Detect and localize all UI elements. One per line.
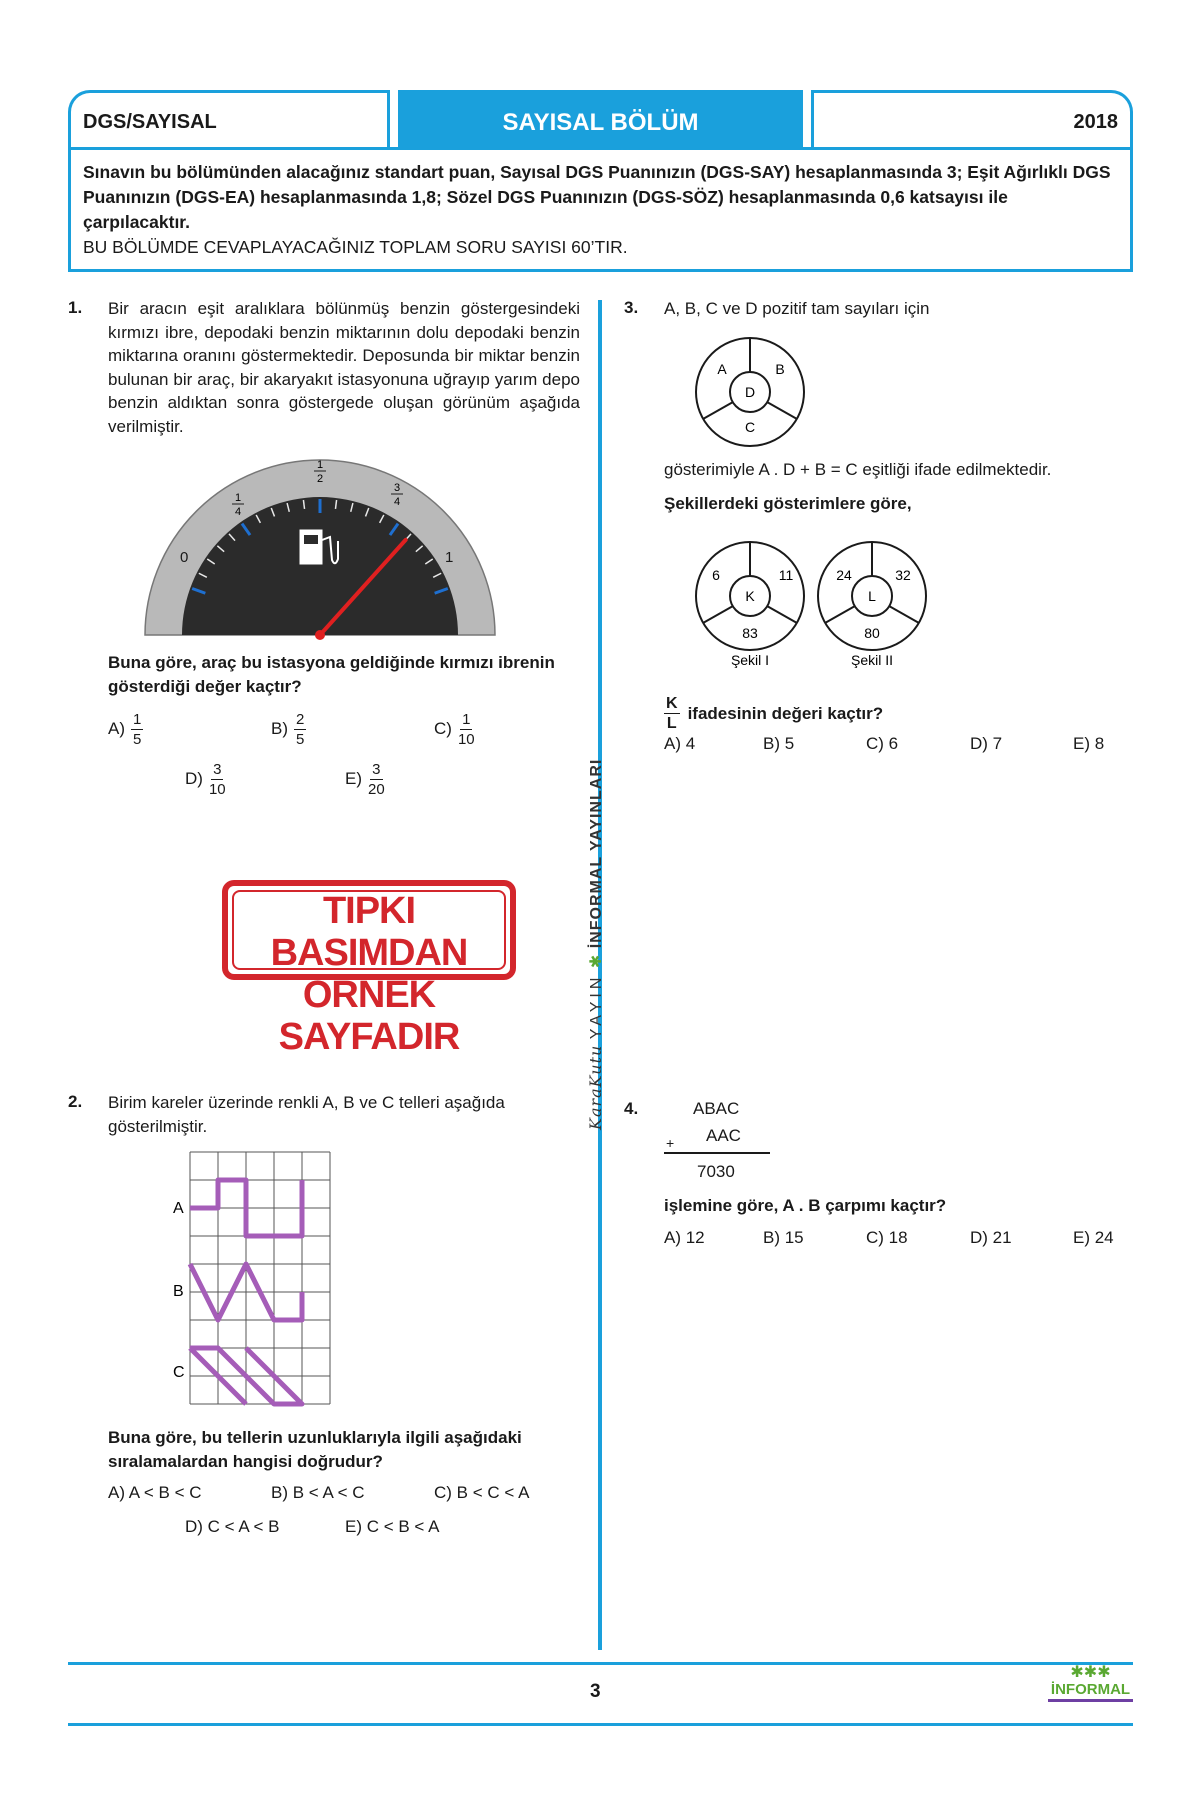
q2-number: 2. [68,1092,83,1111]
brand-name: YAYIN [588,973,605,1040]
q4-question: işlemine göre, A . B çarpımı kaçtır? [664,1196,947,1215]
fig1-caption: Şekil I [730,652,770,668]
people-icon: ✱ [588,953,605,969]
circle-figures [692,538,932,668]
wire-grid-figure [165,1150,335,1410]
q3-option-e[interactable]: E) 8 [1073,734,1105,753]
brand-script: KaraKutu [586,1044,605,1130]
gauge-label-0: 0 [180,549,189,566]
q4-line2: AAC [706,1126,741,1145]
fig1-a: 6 [712,567,720,583]
q1-option-b[interactable]: B) $\frac{2}{5}$ [271,711,305,748]
publisher-logo [1048,1665,1133,1702]
q3-option-a[interactable]: A) 4 [664,734,696,753]
wire-label-c: C [173,1364,185,1381]
circle-c: C [744,419,756,435]
header-left-box [68,90,390,152]
q3-option-b[interactable]: B) 5 [763,734,795,753]
q1-option-a[interactable]: A) $\frac{1}{5}$ [108,711,142,748]
q4-sum-line [664,1152,770,1154]
q2-option-a[interactable]: A) A < B < C [108,1483,202,1502]
q2-option-e[interactable]: E) C < B < A [345,1517,440,1536]
q4-result: 7030 [697,1162,735,1181]
q3-intro: A, B, C ve D pozitif tam sayıları için [664,299,930,318]
fig1-b: 11 [778,567,794,583]
figure-1 [696,542,804,668]
publisher-name: İNFORMAL YAYINLARI [588,758,605,949]
fig2-d: L [868,588,876,604]
footer-bottom-line [68,1723,1133,1726]
q4-option-c[interactable]: C) 18 [866,1228,908,1247]
gauge-pivot [315,630,325,640]
wire-label-b: B [173,1283,184,1300]
fuel-gauge [140,455,500,640]
circle-b: B [775,361,785,377]
fig2-b: 32 [895,567,911,583]
q4-option-e[interactable]: E) 24 [1073,1228,1114,1247]
q3-rule: gösterimiyle A . D + B = C eşitliği ifade edilmektedir. [664,460,1052,479]
exam-year: 2018 [1073,111,1118,133]
q1-option-c[interactable]: C) $\frac{1}{10}$ [434,711,475,748]
section-title: SAYISAL BÖLÜM [502,109,699,136]
q3-question-text: ifadesinin değeri kaçtır? [687,703,884,723]
example-circle [692,334,808,450]
sample-page-stamp [222,880,516,1058]
logo-text: İNFORMAL [1048,1681,1133,1702]
stamp-line2: ÖRNEK SAYFADIR [278,974,460,1058]
info-normal-text: BU BÖLÜMDE CEVAPLAYACAĞINIZ TOPLAM SORU SAYISI 60’TIR. [83,237,628,257]
q4-plus: + [666,1135,675,1151]
header-section-box [398,90,803,152]
fig1-d: K [745,588,755,604]
info-bold-text: Sınavın bu bölümünden alacağınız standart puan, Sayısal DGS Puanınızın (DGS-SAY) hesaplanmasında 3; Eşit Ağırlıklı DGS Puanınızın (DGS-EA) hesaplanmasında 1,8; Sözel DGS Puanınızın (DGS-SÖZ) hesaplanmasında 0,6 katsayısı ile çarpılacaktır. [83,162,1111,232]
svg-text:2: 2 [316,473,324,485]
q3-option-c[interactable]: C) 6 [866,734,899,753]
q4-option-a[interactable]: A) 12 [664,1228,705,1247]
fig2-caption: Şekil II [850,652,894,668]
page-number: 3 [590,1681,601,1702]
publisher-side-text [586,759,606,1130]
q1-option-d[interactable]: D) $\frac{3}{10}$ [185,761,226,798]
q1-number: 1. [68,298,83,317]
q3-question [664,696,883,731]
circle-a: A [717,361,727,377]
section-info-box [68,147,1133,272]
q2-option-d[interactable]: D) C < A < B [185,1517,280,1536]
q3-prompt: Şekillerdeki gösterimlere göre, [664,494,912,513]
fig1-c: 83 [742,625,758,641]
q4-number: 4. [624,1099,639,1118]
q2-option-b[interactable]: B) B < A < C [271,1483,365,1502]
q4-option-b[interactable]: B) 15 [763,1228,804,1247]
circle-d: D [744,384,756,400]
fig2-c: 80 [864,625,880,641]
footer-top-line [68,1662,1133,1665]
logo-people-icon: ✱✱✱ [1070,1664,1111,1681]
gauge-label-1: 1 [445,549,454,566]
header-right-box [811,90,1133,152]
q1-question: Buna göre, araç bu istasyona geldiğinde kırmızı ibrenin gösterdiği değer kaçtır? [108,653,555,696]
q4-option-d[interactable]: D) 21 [970,1228,1012,1247]
exam-title: DGS/SAYISAL [83,111,217,133]
q1-option-e[interactable]: E) $\frac{3}{20}$ [345,761,385,798]
q3-option-d[interactable]: D) 7 [970,734,1003,753]
stamp-inner-border [232,890,506,970]
q2-question: Buna göre, bu tellerin uzunluklarıyla ilgili aşağıdaki sıralamalardan hangisi doğrudur? [108,1428,522,1471]
stamp-line1: TIPKI BASIMDAN [270,890,468,974]
q2-text: Birim kareler üzerinde renkli A, B ve C telleri aşağıda gösterilmiştir. [108,1093,505,1136]
svg-text:1: 1 [316,459,324,471]
q4-line1: ABAC [693,1099,740,1118]
fig2-a: 24 [836,567,852,583]
svg-text:1: 1 [234,492,242,504]
q3-fraction: $\frac{K}{L}$ [666,695,678,732]
svg-text:4: 4 [234,506,242,518]
q3-number: 3. [624,298,639,317]
wire-label-a: A [173,1200,184,1217]
q2-option-c[interactable]: C) B < C < A [434,1483,530,1502]
q1-text: Bir aracın eşit aralıklara bölünmüş benzin göstergesindeki kırmızı ibre, depodaki benzin miktarının dolu depodaki benzin miktarına oranını göstermektedir. Deposunda bir miktar benzin bulunan bir araç, bir akaryakıt istasyonuna uğrayıp yarım depo benzin aldıktan sonra göstergede oluşan görünüm aşağıda verilmiştir. [108,299,580,436]
svg-text:4: 4 [393,496,401,508]
svg-text:3: 3 [393,482,401,494]
figure-2 [818,542,926,668]
